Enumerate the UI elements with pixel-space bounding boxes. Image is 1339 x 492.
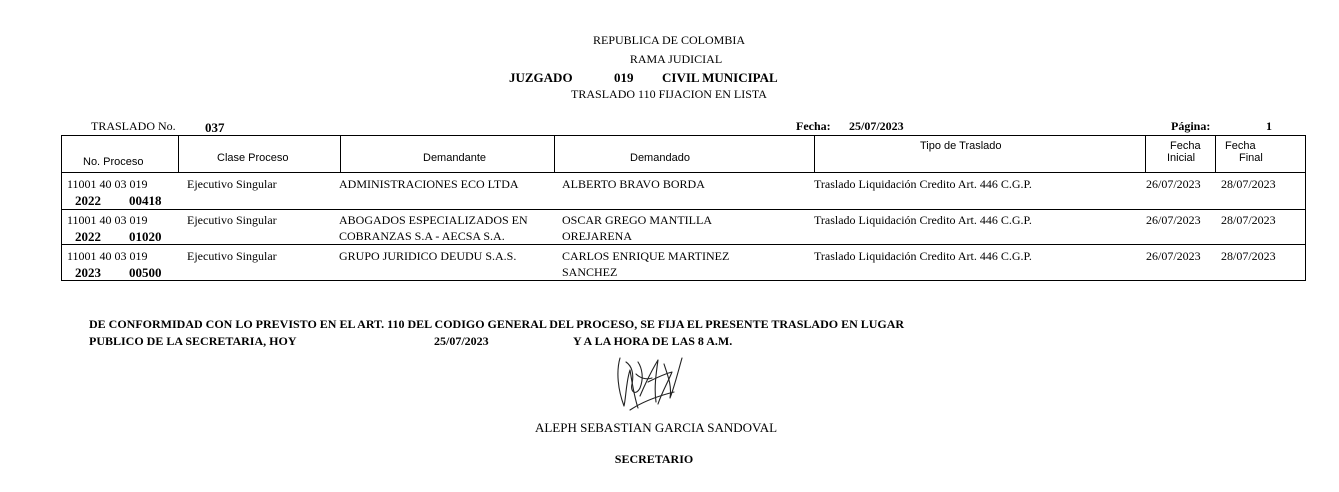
pagina-label: Página: (1171, 119, 1211, 133)
row-divider (62, 172, 1305, 173)
proceso-code: 11001 40 03 019 (67, 213, 148, 227)
col-divider (1145, 136, 1146, 172)
tipo-traslado: Traslado Liquidación Credito Art. 446 C.G.P. (814, 177, 1032, 191)
traslado-table (61, 135, 1306, 281)
clase-proceso: Ejecutivo Singular (187, 177, 277, 191)
col-divider (178, 136, 179, 172)
proceso-year: 2022 (75, 193, 101, 208)
fecha-value: 25/07/2023 (849, 119, 904, 133)
country-title: REPUBLICA DE COLOMBIA (592, 33, 746, 47)
proceso-year: 2022 (75, 229, 101, 244)
demandado-line1: ALBERTO BRAVO BORDA (562, 177, 705, 191)
fecha-label: Fecha: (796, 119, 831, 133)
header-fecha-final-1: Fecha (1225, 140, 1256, 152)
fecha-inicial: 26/07/2023 (1146, 249, 1201, 263)
header-fecha-final-2: Final (1239, 152, 1263, 164)
fecha-inicial: 26/07/2023 (1146, 213, 1201, 227)
footer-statement-time: Y A LA HORA DE LAS 8 A.M. (573, 334, 733, 348)
signatory-role: SECRETARIO (614, 452, 694, 466)
clase-proceso: Ejecutivo Singular (187, 213, 277, 227)
proceso-number: 00500 (129, 265, 162, 280)
row-divider (62, 244, 1305, 245)
clase-proceso: Ejecutivo Singular (187, 249, 277, 263)
proceso-code: 11001 40 03 019 (67, 177, 148, 191)
fecha-inicial: 26/07/2023 (1146, 177, 1201, 191)
col-divider (1215, 136, 1216, 172)
proceso-year: 2023 (75, 265, 101, 280)
fecha-final: 28/07/2023 (1221, 249, 1276, 263)
footer-statement-date: 25/07/2023 (434, 334, 489, 348)
proceso-number: 01020 (129, 229, 162, 244)
demandante-line1: GRUPO JURIDICO DEUDU S.A.S. (339, 249, 517, 263)
court-type: CIVIL MUNICIPAL (662, 70, 778, 85)
header-tipo-traslado: Tipo de Traslado (920, 140, 1002, 152)
header-fecha-inicial-1: Fecha (1170, 140, 1201, 152)
row-divider (62, 209, 1305, 210)
header-clase-proceso: Clase Proceso (217, 152, 289, 164)
demandante-line1: ABOGADOS ESPECIALIZADOS EN (339, 213, 528, 227)
tipo-traslado: Traslado Liquidación Credito Art. 446 C.G.P. (814, 213, 1032, 227)
demandante-line1: ADMINISTRACIONES ECO LTDA (339, 177, 519, 191)
footer-statement-prefix: PUBLICO DE LA SECRETARIA, HOY (89, 334, 297, 348)
signatory-name: ALEPH SEBASTIAN GARCIA SANDOVAL (534, 420, 778, 435)
document-subtitle: TRASLADO 110 FIJACION EN LISTA (571, 87, 767, 101)
proceso-code: 11001 40 03 019 (67, 249, 148, 263)
footer-statement-line1: DE CONFORMIDAD CON LO PREVISTO EN EL ART. 110 DEL CODIGO GENERAL DEL PROCESO, SE FIJA EL PRESENTE TRASLADO EN LUGAR (89, 317, 905, 331)
court-label: JUZGADO (509, 70, 573, 85)
proceso-number: 00418 (129, 193, 162, 208)
traslado-label: TRASLADO No. (91, 119, 176, 133)
col-divider (814, 136, 815, 172)
pagina-value: 1 (1266, 119, 1272, 133)
header-no-proceso: No. Proceso (83, 156, 144, 168)
branch-title: RAMA JUDICIAL (629, 52, 723, 66)
tipo-traslado: Traslado Liquidación Credito Art. 446 C.G.P. (814, 249, 1032, 263)
demandado-line1: OSCAR GREGO MANTILLA (562, 213, 712, 227)
demandado-line1: CARLOS ENRIQUE MARTINEZ (562, 249, 730, 263)
fecha-final: 28/07/2023 (1221, 177, 1276, 191)
col-divider (554, 136, 555, 172)
header-demandante: Demandante (423, 152, 486, 164)
traslado-number: 037 (205, 120, 225, 135)
demandante-line2: COBRANZAS S.A - AECSA S.A. (339, 229, 505, 243)
signature-image (612, 352, 688, 414)
header-demandado: Demandado (630, 152, 690, 164)
header-fecha-inicial-2: Inicial (1167, 152, 1196, 164)
col-divider (340, 136, 341, 172)
court-number: 019 (614, 70, 634, 85)
demandado-line2: SANCHEZ (562, 265, 618, 279)
demandado-line2: OREJARENA (562, 229, 633, 243)
fecha-final: 28/07/2023 (1221, 213, 1276, 227)
